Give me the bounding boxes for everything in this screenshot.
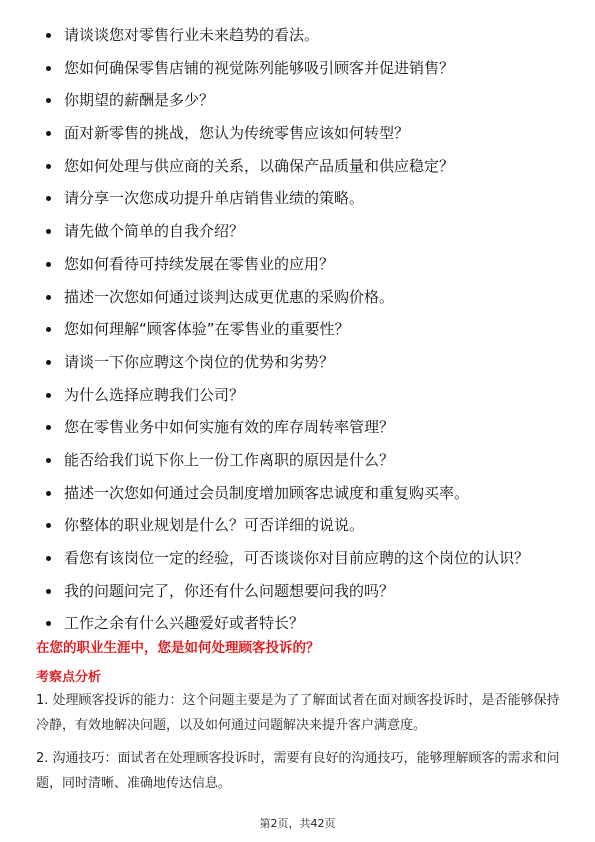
bullet-icon xyxy=(46,556,51,561)
analysis-subtitle: 考察点分析 xyxy=(36,670,102,685)
question-text: 请谈谈您对零售行业未来趋势的看法。 xyxy=(64,26,320,44)
bullet-icon xyxy=(46,458,51,463)
question-text: 看您有该岗位一定的经验，可否谈谈你对目前应聘的这个岗位的认识？ xyxy=(64,549,530,567)
question-item xyxy=(36,89,556,112)
analysis-paragraph: 2. 沟通技巧：面试者在处理顾客投诉时，需要有良好的沟通技巧，能够理解顾客的需求和问题，同时清晰、准确地传达信息。 xyxy=(36,751,560,791)
question-item xyxy=(36,286,556,309)
bullet-icon xyxy=(46,33,51,38)
question-item xyxy=(36,416,556,439)
bullet-icon xyxy=(46,327,51,332)
bullet-icon xyxy=(46,229,51,234)
question-item xyxy=(36,612,556,635)
section-title: 在您的职业生涯中，您是如何处理顾客投诉的？ xyxy=(36,640,320,656)
bullet-icon xyxy=(46,523,51,528)
question-text: 能否给我们说下你上一份工作离职的原因是什么？ xyxy=(64,450,395,469)
question-item xyxy=(36,57,556,80)
question-item xyxy=(36,253,556,276)
question-item xyxy=(36,24,556,47)
bullet-icon xyxy=(46,621,51,626)
question-text: 我的问题问完了，你还有什么问题想要问我的吗？ xyxy=(64,581,395,600)
question-text: 您如何处理与供应商的关系，以确保产品质量和供应稳定？ xyxy=(64,156,455,175)
question-item xyxy=(36,580,556,603)
bullet-icon xyxy=(46,491,51,496)
question-text: 描述一次您如何通过谈判达成更优惠的采购价格。 xyxy=(64,287,395,306)
question-text: 工作之余有什么兴趣爱好或者特长？ xyxy=(64,614,305,633)
question-text: 您如何看待可持续发展在零售业的应用？ xyxy=(64,254,335,273)
bullet-icon xyxy=(46,360,51,365)
bullet-icon xyxy=(46,425,51,430)
question-text: 您在零售业务中如何实施有效的库存周转率管理？ xyxy=(64,418,395,437)
analysis-paragraph: 1. 处理顾客投诉的能力：这个问题主要是为了了解面试者在面对顾客投诉时，是否能够保持冷静，有效地解决问题，以及如何通过问题解决来提升客户满意度。 xyxy=(36,693,560,733)
question-text: 你整体的职业规划是什么？可否详细的说说。 xyxy=(64,516,365,535)
question-text: 请先做个简单的自我介绍？ xyxy=(64,222,245,241)
bullet-icon xyxy=(46,393,51,398)
question-text: 请谈一下你应聘这个岗位的优势和劣势？ xyxy=(64,352,335,371)
question-text: 为什么选择应聘我们公司？ xyxy=(64,385,245,404)
question-text: 你期望的薪酬是多少？ xyxy=(64,91,215,110)
question-text: 您如何理解“顾客体验”在零售业的重要性？ xyxy=(64,320,350,339)
question-text: 请分享一次您成功提升单店销售业绩的策略。 xyxy=(64,189,365,208)
page-footer: 第2页，共42页 xyxy=(259,817,336,830)
bullet-icon xyxy=(46,98,51,103)
question-item xyxy=(36,122,556,145)
bullet-icon xyxy=(46,131,51,136)
question-item xyxy=(36,155,556,178)
question-item xyxy=(36,318,556,341)
question-item xyxy=(36,449,556,472)
question-item xyxy=(36,187,556,210)
question-item xyxy=(36,482,556,505)
question-item xyxy=(36,351,556,374)
bullet-icon xyxy=(46,295,51,300)
question-text: 面对新零售的挑战，您认为传统零售应该如何转型？ xyxy=(64,124,410,143)
bullet-icon xyxy=(46,196,51,201)
question-list xyxy=(36,24,556,645)
bullet-icon xyxy=(46,66,51,71)
question-item xyxy=(36,547,556,570)
question-text: 描述一次您如何通过会员制度增加顾客忠诚度和重复购买率。 xyxy=(64,483,470,502)
question-item xyxy=(36,384,556,407)
bullet-icon xyxy=(46,589,51,594)
bullet-icon xyxy=(46,262,51,267)
question-item xyxy=(36,514,556,537)
question-text: 您如何确保零售店铺的视觉陈列能够吸引顾客并促进销售？ xyxy=(64,58,455,77)
question-item xyxy=(36,220,556,243)
bullet-icon xyxy=(46,164,51,169)
